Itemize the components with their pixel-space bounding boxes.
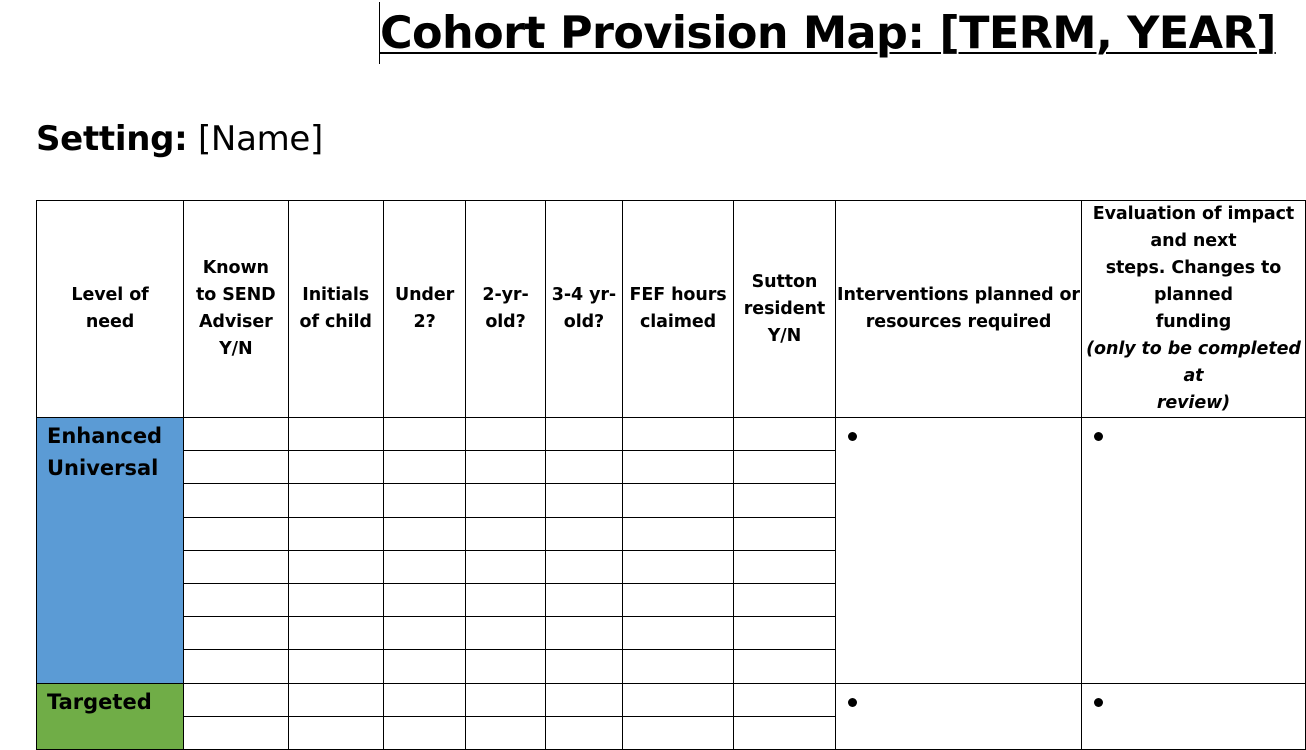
2-yr-old-cell[interactable] xyxy=(466,484,545,517)
header-line: Evaluation of impact and next xyxy=(1092,204,1295,251)
known-to-send-cell[interactable] xyxy=(184,650,289,683)
header-line: Under xyxy=(394,285,455,305)
2-yr-old-cell[interactable] xyxy=(466,451,545,484)
page-title: Cohort Provision Map: [TERM, YEAR] xyxy=(380,8,1276,59)
table-row xyxy=(37,683,1306,716)
initials-cell[interactable] xyxy=(288,583,383,616)
header-line: old? xyxy=(485,312,526,332)
known-to-send-cell[interactable] xyxy=(184,583,289,616)
fef-hours-cell[interactable] xyxy=(623,583,734,616)
header-line: steps. Changes to planned xyxy=(1105,258,1282,305)
2-yr-old-cell[interactable] xyxy=(466,683,545,716)
header-line: old? xyxy=(563,312,605,332)
initials-cell[interactable] xyxy=(288,418,383,451)
sutton-resident-cell[interactable] xyxy=(733,650,835,683)
header-line: of child xyxy=(299,312,372,332)
header-line: to SEND xyxy=(196,285,276,305)
evaluation-cell[interactable] xyxy=(1081,418,1305,684)
initials-cell[interactable] xyxy=(288,716,383,749)
fef-hours-cell[interactable] xyxy=(623,716,734,749)
header-line: funding xyxy=(1155,312,1232,332)
known-to-send-cell[interactable] xyxy=(184,517,289,550)
sutton-resident-cell[interactable] xyxy=(733,550,835,583)
cohort-provision-table xyxy=(36,200,1306,750)
initials-cell[interactable] xyxy=(288,550,383,583)
header-evaluation-note xyxy=(1082,336,1305,417)
header-sutton-resident xyxy=(733,201,835,418)
header-interventions xyxy=(836,201,1082,418)
initials-cell[interactable] xyxy=(288,451,383,484)
2-yr-old-cell[interactable] xyxy=(466,583,545,616)
header-line: need xyxy=(85,312,135,332)
under-2-cell[interactable] xyxy=(383,550,466,583)
sutton-resident-cell[interactable] xyxy=(733,716,835,749)
3-4-yr-old-cell[interactable] xyxy=(545,451,623,484)
header-line: 3-4 yr- xyxy=(551,285,617,305)
initials-cell[interactable] xyxy=(288,617,383,650)
2-yr-old-cell[interactable] xyxy=(466,716,545,749)
under-2-cell[interactable] xyxy=(383,617,466,650)
under-2-cell[interactable] xyxy=(383,451,466,484)
header-line: Sutton xyxy=(751,271,818,292)
sutton-resident-cell[interactable] xyxy=(733,418,835,451)
3-4-yr-old-cell[interactable] xyxy=(545,650,623,683)
header-line: (only to be completed at xyxy=(1086,339,1301,386)
header-line: Adviser xyxy=(198,312,273,332)
under-2-cell[interactable] xyxy=(383,583,466,616)
header-line: 2-yr- xyxy=(482,285,529,305)
bullet-icon xyxy=(1094,698,1103,707)
3-4-yr-old-cell[interactable] xyxy=(545,683,623,716)
header-3-4-yr-old xyxy=(545,201,623,418)
3-4-yr-old-cell[interactable] xyxy=(545,617,623,650)
3-4-yr-old-cell[interactable] xyxy=(545,517,623,550)
2-yr-old-cell[interactable] xyxy=(466,418,545,451)
header-level-of-need xyxy=(37,201,184,418)
table-row xyxy=(37,418,1306,451)
level-label-line: Enhanced xyxy=(47,424,163,448)
3-4-yr-old-cell[interactable] xyxy=(545,484,623,517)
3-4-yr-old-cell[interactable] xyxy=(545,418,623,451)
setting-value[interactable]: [Name] xyxy=(197,119,324,159)
header-line: resources required xyxy=(865,312,1052,332)
fef-hours-cell[interactable] xyxy=(623,418,734,451)
header-line: Y/N xyxy=(219,339,253,359)
2-yr-old-cell[interactable] xyxy=(466,517,545,550)
level-cell-enhanced-universal xyxy=(37,418,184,684)
header-line: Interventions planned or xyxy=(837,285,1080,305)
sutton-resident-cell[interactable] xyxy=(733,484,835,517)
bullet-icon xyxy=(848,698,857,707)
sutton-resident-cell[interactable] xyxy=(733,451,835,484)
header-line: claimed xyxy=(639,312,717,332)
header-2-yr-old xyxy=(466,201,545,418)
2-yr-old-cell[interactable] xyxy=(466,650,545,683)
fef-hours-cell[interactable] xyxy=(623,517,734,550)
sutton-resident-cell[interactable] xyxy=(733,517,835,550)
header-line: 2? xyxy=(413,312,436,332)
evaluation-cell[interactable] xyxy=(1081,683,1305,749)
fef-hours-cell[interactable] xyxy=(623,683,734,716)
level-cell-targeted xyxy=(37,683,184,749)
3-4-yr-old-cell[interactable] xyxy=(545,550,623,583)
under-2-cell[interactable] xyxy=(383,517,466,550)
known-to-send-cell[interactable] xyxy=(184,451,289,484)
known-to-send-cell[interactable] xyxy=(184,484,289,517)
2-yr-old-cell[interactable] xyxy=(466,550,545,583)
header-fef-hours xyxy=(623,201,734,418)
under-2-cell[interactable] xyxy=(383,716,466,749)
setting-line xyxy=(36,116,323,162)
level-label-line: Targeted xyxy=(47,689,152,714)
known-to-send-cell[interactable] xyxy=(184,418,289,451)
header-line: resident xyxy=(743,298,826,319)
header-under-2 xyxy=(383,201,466,418)
3-4-yr-old-cell[interactable] xyxy=(545,716,623,749)
initials-cell[interactable] xyxy=(288,484,383,517)
header-line: Y/N xyxy=(767,325,802,346)
bullet-icon xyxy=(848,432,857,441)
sutton-resident-cell[interactable] xyxy=(733,617,835,650)
2-yr-old-cell[interactable] xyxy=(466,617,545,650)
3-4-yr-old-cell[interactable] xyxy=(545,583,623,616)
under-2-cell[interactable] xyxy=(383,683,466,716)
bullet-icon xyxy=(1094,432,1103,441)
sutton-resident-cell[interactable] xyxy=(733,583,835,616)
header-line: Initials xyxy=(302,285,370,305)
under-2-cell[interactable] xyxy=(383,418,466,451)
header-evaluation xyxy=(1081,201,1305,418)
under-2-cell[interactable] xyxy=(383,650,466,683)
initials-cell[interactable] xyxy=(288,517,383,550)
known-to-send-cell[interactable] xyxy=(184,683,289,716)
setting-label: Setting: xyxy=(36,119,188,159)
interventions-cell[interactable] xyxy=(836,683,1082,749)
initials-cell[interactable] xyxy=(288,683,383,716)
fef-hours-cell[interactable] xyxy=(623,484,734,517)
fef-hours-cell[interactable] xyxy=(623,451,734,484)
fef-hours-cell[interactable] xyxy=(623,550,734,583)
header-line: Level of xyxy=(71,285,149,305)
sutton-resident-cell[interactable] xyxy=(733,683,835,716)
known-to-send-cell[interactable] xyxy=(184,550,289,583)
header-line: review) xyxy=(1156,393,1231,413)
level-label-line: Universal xyxy=(47,456,159,480)
header-initials xyxy=(288,201,383,418)
under-2-cell[interactable] xyxy=(383,484,466,517)
known-to-send-cell[interactable] xyxy=(184,617,289,650)
header-row xyxy=(37,201,1306,418)
known-to-send-cell[interactable] xyxy=(184,716,289,749)
fef-hours-cell[interactable] xyxy=(623,617,734,650)
fef-hours-cell[interactable] xyxy=(623,650,734,683)
header-line: FEF hours xyxy=(629,285,727,305)
header-line: Known xyxy=(202,258,269,278)
initials-cell[interactable] xyxy=(288,650,383,683)
interventions-cell[interactable] xyxy=(836,418,1082,684)
header-known-to-send xyxy=(184,201,289,418)
